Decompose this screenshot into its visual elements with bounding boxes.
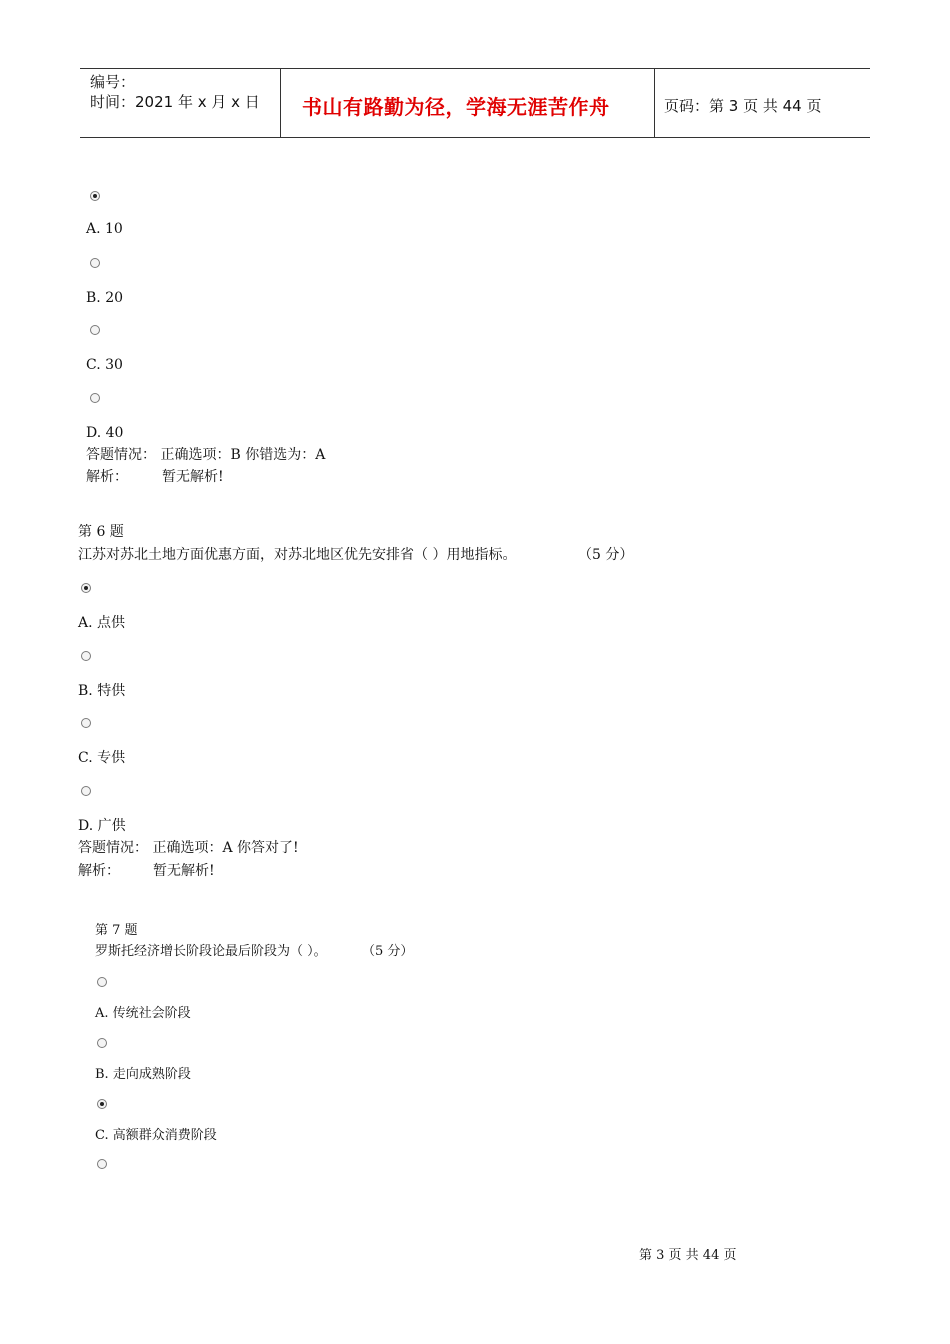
q5-option-radio[interactable] [90,393,100,403]
q6-score: （5 分） [578,547,634,563]
q5-option-d: D. 40 [86,425,124,441]
q7-option-b: B. 走向成熟阶段 [95,1067,191,1082]
q5-option-c: C. 30 [86,357,123,373]
q5-analysis-text: 暂无解析! [162,469,224,485]
q7-option-radio[interactable] [97,977,107,987]
q5-option-b: B. 20 [86,290,124,306]
document-header [80,68,870,138]
q7-question-text: 罗斯托经济增长阶段论最后阶段为（ ）。 [95,944,327,959]
q7-option-a: A. 传统社会阶段 [95,1006,191,1021]
q6-answer-result: 答题情况： 正确选项：A 你答对了! [78,840,299,856]
q5-option-radio[interactable] [90,191,100,201]
q6-analysis-text: 暂无解析! [153,863,215,879]
q6-option-radio[interactable] [81,651,91,661]
q5-option-radio[interactable] [90,258,100,268]
q7-score: （5 分） [362,944,414,959]
q6-option-radio[interactable] [81,583,91,593]
header-page-label: 页码：第 3 页 共 44 页 [664,97,822,115]
q6-option-c: C. 专供 [78,750,126,766]
q7-option-radio[interactable] [97,1159,107,1169]
q5-analysis-label: 解析： [86,469,128,485]
header-motto: 书山有路勤为径，学海无涯苦作舟 [302,95,610,119]
q7-option-c: C. 高额群众消费阶段 [95,1128,217,1143]
q5-answer-result: 答题情况： 正确选项：B 你错选为：A [86,447,326,463]
q6-question-text: 江苏对苏北土地方面优惠方面，对苏北地区优先安排省（ ）用地指标。 [78,547,517,563]
q6-analysis-label: 解析： [78,863,120,879]
q6-option-b: B. 特供 [78,683,126,699]
q6-option-a: A. 点供 [78,615,126,631]
q5-option-a: A. 10 [86,221,123,237]
q7-option-radio[interactable] [97,1099,107,1109]
document-time-label: 时间：2021 年 x 月 x 日 [90,93,260,111]
q7-number: 第 7 题 [95,923,138,938]
document-number-label: 编号： [90,73,136,91]
q6-option-d: D. 广供 [78,818,126,834]
header-divider [654,69,655,137]
header-divider [280,69,281,137]
page-footer-number: 第 3 页 共 44 页 [639,1248,737,1263]
q5-option-radio[interactable] [90,325,100,335]
q6-number: 第 6 题 [78,524,124,540]
q6-option-radio[interactable] [81,718,91,728]
q6-option-radio[interactable] [81,786,91,796]
q7-option-radio[interactable] [97,1038,107,1048]
